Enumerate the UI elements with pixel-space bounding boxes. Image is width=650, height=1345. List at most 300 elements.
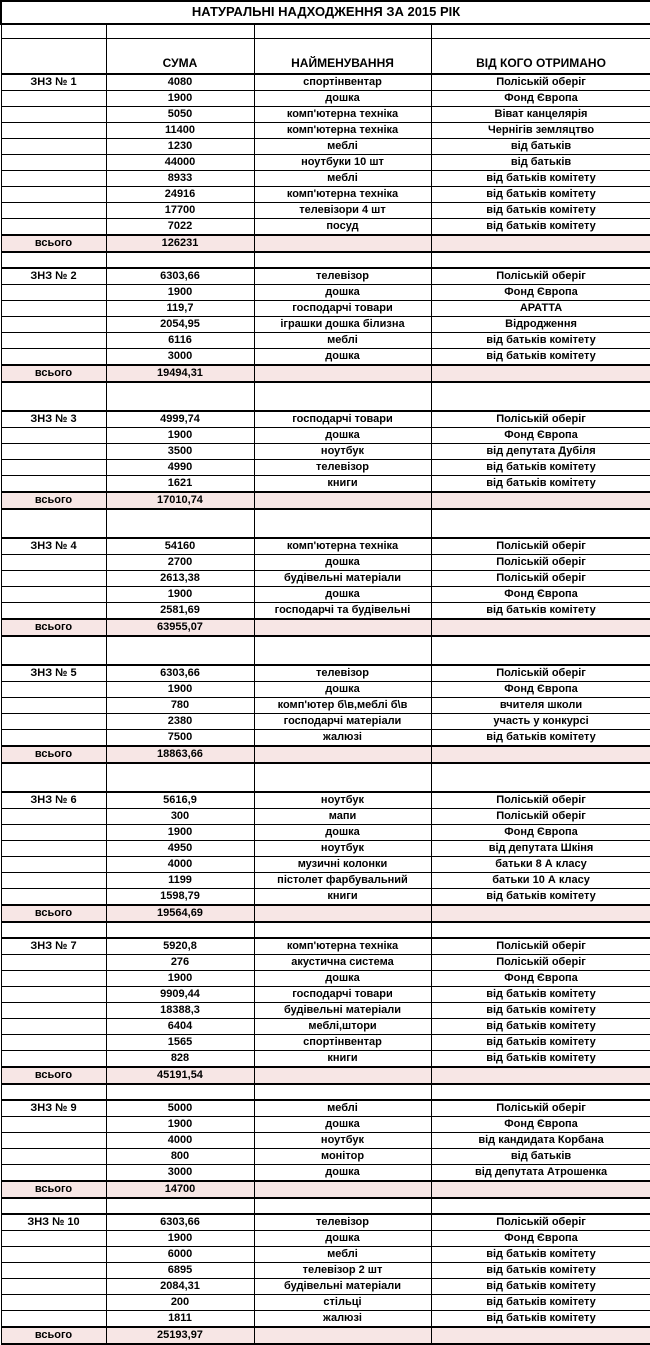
item-name-cell: ноутбук: [254, 1133, 431, 1149]
sum-cell: 1900: [106, 285, 254, 301]
sum-cell: 44000: [106, 155, 254, 171]
spacer-cell: [106, 1198, 254, 1214]
sum-cell: 18388,3: [106, 1003, 254, 1019]
item-row: [1, 1133, 650, 1149]
donor-cell: Фонд Європа: [431, 285, 650, 301]
item-name-cell: дошка: [254, 349, 431, 366]
item-row: [1, 825, 650, 841]
total-label-cell: всього: [1, 492, 106, 509]
total-empty-cell: [431, 1327, 650, 1344]
sum-cell: 6895: [106, 1263, 254, 1279]
item-row: [1, 91, 650, 107]
item-row: [1, 1279, 650, 1295]
total-row: [1, 492, 650, 509]
item-row: [1, 857, 650, 873]
sum-cell: 1199: [106, 873, 254, 889]
donor-cell: від депутата Атрошенка: [431, 1165, 650, 1182]
donor-cell: Фонд Європа: [431, 1117, 650, 1133]
total-row: [1, 619, 650, 636]
item-row: [1, 428, 650, 444]
total-sum-cell: 126231: [106, 235, 254, 252]
total-label-cell: всього: [1, 619, 106, 636]
sum-cell: 5050: [106, 107, 254, 123]
school-label-cell: [1, 1231, 106, 1247]
total-label-cell: всього: [1, 365, 106, 382]
total-label-cell: всього: [1, 235, 106, 252]
school-label-cell: [1, 571, 106, 587]
school-label-cell: [1, 139, 106, 155]
school-label-cell: [1, 317, 106, 333]
item-row: [1, 1019, 650, 1035]
donor-cell: Віват канцелярія: [431, 107, 650, 123]
school-label-cell: [1, 187, 106, 203]
school-label-cell: [1, 1263, 106, 1279]
school-label-cell: [1, 714, 106, 730]
school-label-cell: [1, 333, 106, 349]
sum-cell: 5920,8: [106, 938, 254, 955]
spacer-cell: [431, 636, 650, 665]
item-row: [1, 1100, 650, 1117]
school-label-cell: [1, 1003, 106, 1019]
spacer-cell: [254, 24, 431, 39]
total-empty-cell: [431, 905, 650, 922]
item-name-cell: господарчі товари: [254, 411, 431, 428]
donor-cell: від батьків комітету: [431, 1035, 650, 1051]
item-name-cell: комп'ютерна техніка: [254, 123, 431, 139]
school-label-cell: [1, 682, 106, 698]
section-gap-row: [1, 382, 650, 411]
sum-cell: 8933: [106, 171, 254, 187]
item-row: [1, 841, 650, 857]
donor-cell: Поліській оберіг: [431, 665, 650, 682]
sum-cell: 1565: [106, 1035, 254, 1051]
donor-cell: Фонд Європа: [431, 825, 650, 841]
school-label-cell: [1, 1165, 106, 1182]
school-label-cell: ЗНЗ № 6: [1, 792, 106, 809]
school-label-cell: [1, 123, 106, 139]
total-empty-cell: [431, 492, 650, 509]
spacer-cell: [254, 763, 431, 792]
donor-cell: участь у конкурсі: [431, 714, 650, 730]
item-row: [1, 349, 650, 366]
donor-cell: Фонд Європа: [431, 587, 650, 603]
spacer-cell: [1, 382, 106, 411]
school-label-cell: [1, 841, 106, 857]
sum-cell: 300: [106, 809, 254, 825]
total-label-cell: всього: [1, 1067, 106, 1084]
sum-cell: 4999,74: [106, 411, 254, 428]
spacer-cell: [106, 1084, 254, 1100]
item-name-cell: господарчі товари: [254, 301, 431, 317]
sum-cell: 1900: [106, 587, 254, 603]
sum-cell: 3000: [106, 1165, 254, 1182]
total-empty-cell: [254, 235, 431, 252]
item-row: [1, 139, 650, 155]
item-name-cell: ноутбук: [254, 792, 431, 809]
sum-cell: 6404: [106, 1019, 254, 1035]
total-sum-cell: 14700: [106, 1181, 254, 1198]
item-name-cell: телевізори 4 шт: [254, 203, 431, 219]
spacer-cell: [431, 24, 650, 39]
title-row: [1, 1, 650, 24]
donor-cell: Поліській оберіг: [431, 1100, 650, 1117]
section-gap-row: [1, 636, 650, 665]
sum-cell: 780: [106, 698, 254, 714]
item-name-cell: дошка: [254, 971, 431, 987]
sum-cell: 4080: [106, 74, 254, 91]
item-name-cell: ноутбук: [254, 841, 431, 857]
spacer-cell: [106, 24, 254, 39]
item-row: [1, 203, 650, 219]
spacer-cell: [1, 1084, 106, 1100]
total-label-cell: всього: [1, 746, 106, 763]
school-label-cell: [1, 460, 106, 476]
spacer-cell: [106, 382, 254, 411]
school-label-cell: [1, 825, 106, 841]
item-row: [1, 1117, 650, 1133]
spacer-cell: [431, 1198, 650, 1214]
donor-cell: від батьків комітету: [431, 1051, 650, 1068]
sum-cell: 1900: [106, 971, 254, 987]
school-label-cell: [1, 857, 106, 873]
sum-cell: 6303,66: [106, 1214, 254, 1231]
sum-cell: 5616,9: [106, 792, 254, 809]
spacer-cell: [431, 509, 650, 538]
item-row: [1, 730, 650, 747]
donor-cell: Поліській оберіг: [431, 792, 650, 809]
total-empty-cell: [431, 619, 650, 636]
item-name-cell: мапи: [254, 809, 431, 825]
school-label-cell: [1, 987, 106, 1003]
donor-cell: від батьків комітету: [431, 187, 650, 203]
column-header-school: [1, 39, 106, 75]
item-name-cell: будівельні матеріали: [254, 1003, 431, 1019]
sum-cell: 7500: [106, 730, 254, 747]
item-row: [1, 714, 650, 730]
item-row: [1, 955, 650, 971]
donor-cell: від батьків комітету: [431, 219, 650, 236]
sum-cell: 54160: [106, 538, 254, 555]
item-row: [1, 1214, 650, 1231]
item-row: [1, 1263, 650, 1279]
item-row: [1, 1165, 650, 1182]
school-label-cell: [1, 171, 106, 187]
total-sum-cell: 17010,74: [106, 492, 254, 509]
item-name-cell: дошка: [254, 428, 431, 444]
sum-cell: 2084,31: [106, 1279, 254, 1295]
school-label-cell: ЗНЗ № 7: [1, 938, 106, 955]
donor-cell: від батьків комітету: [431, 1279, 650, 1295]
donor-cell: Фонд Європа: [431, 428, 650, 444]
school-label-cell: [1, 555, 106, 571]
sum-cell: 828: [106, 1051, 254, 1068]
item-row: [1, 587, 650, 603]
item-row: [1, 155, 650, 171]
donor-cell: Поліській оберіг: [431, 955, 650, 971]
donor-cell: Поліській оберіг: [431, 809, 650, 825]
donor-cell: Поліській оберіг: [431, 268, 650, 285]
spacer-cell: [106, 636, 254, 665]
total-empty-cell: [431, 1181, 650, 1198]
total-label-cell: всього: [1, 1181, 106, 1198]
school-label-cell: [1, 444, 106, 460]
spacer-cell: [106, 763, 254, 792]
spacer-cell: [1, 24, 106, 39]
item-row: [1, 268, 650, 285]
item-name-cell: телевізор: [254, 665, 431, 682]
item-name-cell: дошка: [254, 587, 431, 603]
donor-cell: від батьків комітету: [431, 987, 650, 1003]
donor-cell: від батьків: [431, 155, 650, 171]
total-row: [1, 746, 650, 763]
item-name-cell: дошка: [254, 285, 431, 301]
sum-cell: 1598,79: [106, 889, 254, 906]
school-label-cell: [1, 698, 106, 714]
spacer-cell: [431, 922, 650, 938]
school-label-cell: [1, 1279, 106, 1295]
school-label-cell: [1, 1117, 106, 1133]
item-name-cell: меблі: [254, 1100, 431, 1117]
total-empty-cell: [431, 746, 650, 763]
item-row: [1, 571, 650, 587]
school-label-cell: [1, 1051, 106, 1068]
sum-cell: 1230: [106, 139, 254, 155]
spacer-cell: [106, 509, 254, 538]
total-empty-cell: [431, 235, 650, 252]
sum-cell: 1900: [106, 682, 254, 698]
spacer-cell: [254, 1198, 431, 1214]
donor-cell: Поліській оберіг: [431, 555, 650, 571]
donor-cell: Чернігів земляцтво: [431, 123, 650, 139]
donor-cell: від депутата Шкіня: [431, 841, 650, 857]
spacer-cell: [1, 636, 106, 665]
spacer-cell: [254, 636, 431, 665]
item-row: [1, 987, 650, 1003]
school-label-cell: [1, 1247, 106, 1263]
donor-cell: Відродження: [431, 317, 650, 333]
item-row: [1, 460, 650, 476]
item-name-cell: господарчі та будівельні: [254, 603, 431, 620]
item-name-cell: меблі: [254, 333, 431, 349]
item-name-cell: книги: [254, 889, 431, 906]
school-label-cell: [1, 809, 106, 825]
sum-cell: 119,7: [106, 301, 254, 317]
sum-cell: 4950: [106, 841, 254, 857]
total-empty-cell: [254, 905, 431, 922]
item-row: [1, 603, 650, 620]
total-row: [1, 905, 650, 922]
donor-cell: від батьків комітету: [431, 1295, 650, 1311]
item-name-cell: книги: [254, 1051, 431, 1068]
donor-cell: від батьків комітету: [431, 460, 650, 476]
item-name-cell: дошка: [254, 1117, 431, 1133]
item-name-cell: будівельні матеріали: [254, 1279, 431, 1295]
donor-cell: Фонд Європа: [431, 971, 650, 987]
item-name-cell: спортінвентар: [254, 74, 431, 91]
item-row: [1, 809, 650, 825]
section-gap-row: [1, 1198, 650, 1214]
column-header-from: ВІД КОГО ОТРИМАНО: [431, 39, 650, 75]
item-name-cell: музичні колонки: [254, 857, 431, 873]
item-row: [1, 333, 650, 349]
sum-cell: 800: [106, 1149, 254, 1165]
item-name-cell: дошка: [254, 682, 431, 698]
item-name-cell: телевізор: [254, 460, 431, 476]
item-row: [1, 107, 650, 123]
item-name-cell: меблі: [254, 139, 431, 155]
spacer-cell: [106, 922, 254, 938]
item-name-cell: спортінвентар: [254, 1035, 431, 1051]
item-row: [1, 411, 650, 428]
item-name-cell: дошка: [254, 1165, 431, 1182]
item-name-cell: дошка: [254, 91, 431, 107]
item-row: [1, 1247, 650, 1263]
sum-cell: 1900: [106, 1117, 254, 1133]
total-empty-cell: [431, 1067, 650, 1084]
item-name-cell: монітор: [254, 1149, 431, 1165]
item-row: [1, 301, 650, 317]
donor-cell: від депутата Дубіля: [431, 444, 650, 460]
item-name-cell: господарчі матеріали: [254, 714, 431, 730]
item-name-cell: жалюзі: [254, 1311, 431, 1328]
school-label-cell: [1, 889, 106, 906]
donor-cell: від батьків комітету: [431, 889, 650, 906]
spacer-cell: [106, 252, 254, 268]
item-name-cell: комп'ютерна техніка: [254, 938, 431, 955]
table-body: [1, 74, 650, 1344]
item-row: [1, 317, 650, 333]
spacer-row: [1, 24, 650, 39]
sum-cell: 2581,69: [106, 603, 254, 620]
item-row: [1, 538, 650, 555]
item-name-cell: телевізор: [254, 268, 431, 285]
school-label-cell: [1, 1295, 106, 1311]
school-label-cell: [1, 603, 106, 620]
total-sum-cell: 19494,31: [106, 365, 254, 382]
sum-cell: 6116: [106, 333, 254, 349]
spacer-cell: [431, 1084, 650, 1100]
total-row: [1, 365, 650, 382]
school-label-cell: [1, 1019, 106, 1035]
section-gap-row: [1, 509, 650, 538]
sum-cell: 2613,38: [106, 571, 254, 587]
item-row: [1, 889, 650, 906]
school-label-cell: [1, 955, 106, 971]
item-name-cell: дошка: [254, 555, 431, 571]
item-row: [1, 971, 650, 987]
total-row: [1, 1181, 650, 1198]
donor-cell: від батьків комітету: [431, 730, 650, 747]
item-row: [1, 682, 650, 698]
item-row: [1, 792, 650, 809]
donor-cell: вчителя школи: [431, 698, 650, 714]
item-name-cell: меблі: [254, 1247, 431, 1263]
sum-cell: 4000: [106, 857, 254, 873]
donor-cell: Поліській оберіг: [431, 571, 650, 587]
spacer-cell: [1, 763, 106, 792]
sum-cell: 6303,66: [106, 665, 254, 682]
donor-cell: від батьків комітету: [431, 1311, 650, 1328]
item-row: [1, 1311, 650, 1328]
sum-cell: 1811: [106, 1311, 254, 1328]
section-gap-row: [1, 252, 650, 268]
total-label-cell: всього: [1, 905, 106, 922]
total-sum-cell: 25193,97: [106, 1327, 254, 1344]
spacer-cell: [254, 922, 431, 938]
spacer-cell: [431, 382, 650, 411]
donor-cell: від батьків: [431, 139, 650, 155]
school-label-cell: [1, 730, 106, 747]
donor-cell: Поліській оберіг: [431, 1214, 650, 1231]
total-row: [1, 235, 650, 252]
donor-cell: від батьків комітету: [431, 171, 650, 187]
item-row: [1, 938, 650, 955]
school-label-cell: ЗНЗ № 1: [1, 74, 106, 91]
item-row: [1, 187, 650, 203]
item-name-cell: акустична система: [254, 955, 431, 971]
donor-cell: Поліській оберіг: [431, 938, 650, 955]
item-row: [1, 1149, 650, 1165]
item-name-cell: комп'ютерна техніка: [254, 107, 431, 123]
spacer-cell: [254, 382, 431, 411]
sum-cell: 2054,95: [106, 317, 254, 333]
spacer-cell: [1, 1198, 106, 1214]
donor-cell: батьки 10 А класу: [431, 873, 650, 889]
total-sum-cell: 63955,07: [106, 619, 254, 636]
item-name-cell: стільці: [254, 1295, 431, 1311]
item-row: [1, 1051, 650, 1068]
donor-cell: від батьків: [431, 1149, 650, 1165]
school-label-cell: [1, 91, 106, 107]
total-sum-cell: 45191,54: [106, 1067, 254, 1084]
total-row: [1, 1327, 650, 1344]
sum-cell: 1900: [106, 428, 254, 444]
item-name-cell: дошка: [254, 825, 431, 841]
item-name-cell: жалюзі: [254, 730, 431, 747]
column-header-sum: СУМА: [106, 39, 254, 75]
spacer-cell: [431, 763, 650, 792]
item-row: [1, 285, 650, 301]
total-empty-cell: [254, 619, 431, 636]
total-label-cell: всього: [1, 1327, 106, 1344]
donor-cell: від батьків комітету: [431, 203, 650, 219]
header-row: [1, 39, 650, 75]
school-label-cell: [1, 428, 106, 444]
school-label-cell: ЗНЗ № 4: [1, 538, 106, 555]
sum-cell: 17700: [106, 203, 254, 219]
item-name-cell: меблі: [254, 171, 431, 187]
donor-cell: від батьків комітету: [431, 1263, 650, 1279]
school-label-cell: [1, 107, 106, 123]
item-name-cell: телевізор 2 шт: [254, 1263, 431, 1279]
item-row: [1, 1231, 650, 1247]
column-header-name: НАЙМЕНУВАННЯ: [254, 39, 431, 75]
sum-cell: 6000: [106, 1247, 254, 1263]
sum-cell: 7022: [106, 219, 254, 236]
donor-cell: батьки 8 А класу: [431, 857, 650, 873]
item-row: [1, 1295, 650, 1311]
item-row: [1, 123, 650, 139]
item-name-cell: іграшки дошка білизна: [254, 317, 431, 333]
total-empty-cell: [254, 1327, 431, 1344]
sum-cell: 1621: [106, 476, 254, 493]
item-row: [1, 1035, 650, 1051]
sum-cell: 24916: [106, 187, 254, 203]
item-name-cell: ноутбуки 10 шт: [254, 155, 431, 171]
school-label-cell: [1, 873, 106, 889]
school-label-cell: ЗНЗ № 2: [1, 268, 106, 285]
sum-cell: 6303,66: [106, 268, 254, 285]
